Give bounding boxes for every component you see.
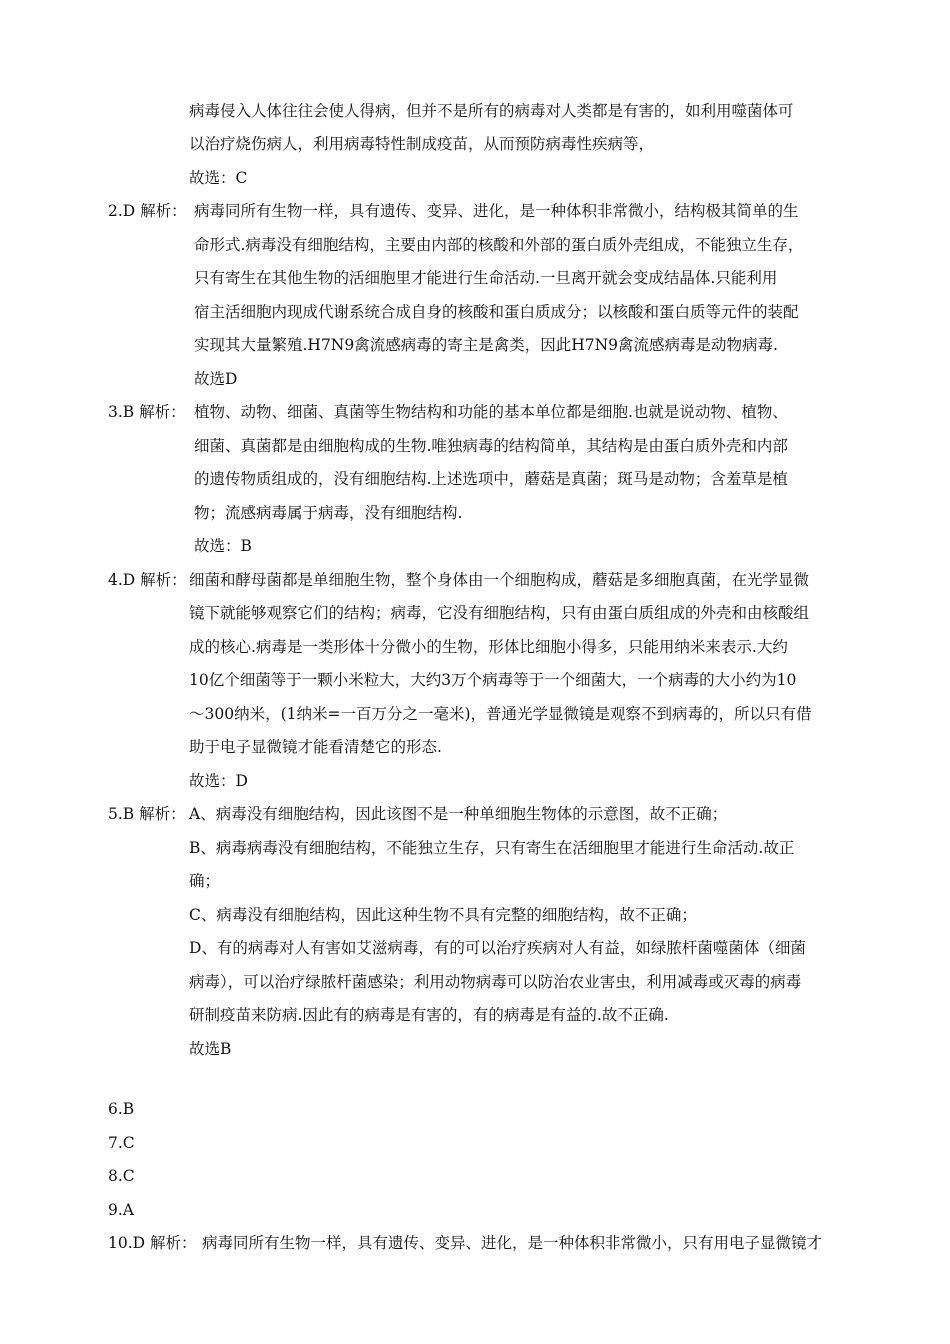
q7-answer: 7.C [108, 1134, 135, 1152]
q8-answer: 8.C [108, 1167, 135, 1185]
q2-line-1: 病毒同所有生物一样，具有遗传、变异、进化，是一种体积非常微小，结构极其简单的生 [194, 202, 799, 220]
q3-line-3: 的遗传物质组成的，没有细胞结构.上述选项中，蘑菇是真菌；斑马是动物；含羞草是植 [194, 470, 788, 488]
q5-answer: 故选B [189, 1040, 232, 1058]
q10-line-1: 病毒同所有生物一样，具有遗传、变异、进化，是一种体积非常微小，只有用电子显微镜才 [202, 1234, 823, 1252]
q3-answer: 故选：B [194, 537, 252, 555]
q4-line-6: 助于电子显微镜才能看清楚它的形态. [189, 738, 442, 756]
q9-answer: 9.A [108, 1201, 134, 1219]
q5-option-d-line-3: 研制疫苗来防病.因此有的病毒是有害的，有的病毒是有益的.故不正确. [189, 1006, 669, 1024]
q5-option-d-line-1: D、有的病毒对人有害如艾滋病毒，有的可以治疗疾病对人有益，如绿脓杆菌噬菌体（细菌 [189, 939, 806, 957]
q2-answer: 故选D [194, 370, 238, 388]
q4-line-4: 10亿个细菌等于一颗小米粒大，大约3万个病毒等于一个细菌大，一个病毒的大小约为10 [189, 671, 797, 689]
q4-line-2: 镜下就能够观察它们的结构；病毒，它没有细胞结构，只有由蛋白质组成的外壳和由核酸组 [189, 604, 810, 622]
q3-line-1: 植物、动物、细菌、真菌等生物结构和功能的基本单位都是细胞.也就是说动物、植物、 [194, 403, 788, 421]
q10-label: 10.D 解析： [108, 1234, 197, 1252]
q2-line-3: 只有寄生在其他生物的活细胞里才能进行生命活动.一旦离开就会变成结晶体.只能利用 [194, 269, 778, 287]
q5-option-c: C、病毒没有细胞结构，因此这种生物不具有完整的细胞结构，故不正确； [189, 906, 697, 924]
q4-label: 4.D 解析： [108, 571, 187, 589]
q2-line-2: 命形式.病毒没有细胞结构，主要由内部的核酸和外部的蛋白质外壳组成，不能独立生存， [194, 236, 804, 254]
intro-line-2: 以治疗烧伤病人，利用病毒特性制成疫苗，从而预防病毒性疾病等， [189, 135, 655, 153]
q3-label: 3.B 解析： [108, 403, 186, 421]
q6-answer: 6.B [108, 1100, 135, 1118]
q2-line-5: 实现其大量繁殖.H7N9禽流感病毒的寄主是禽类，因此H7N9禽流感病毒是动物病毒. [194, 336, 778, 354]
q5-option-a: A、病毒没有细胞结构，因此该图不是一种单细胞生物体的示意图，故不正确； [189, 805, 728, 823]
q5-option-b-line-2: 确； [189, 872, 221, 890]
q4-line-5: ～300纳米，(1纳米=一百万分之一毫米)，普通光学显微镜是观察不到病毒的，所以只有借 [189, 705, 812, 723]
q2-line-4: 宿主活细胞内现成代谢系统合成自身的核酸和蛋白质成分；以核酸和蛋白质等元件的装配 [194, 303, 799, 321]
q3-line-4: 物；流感病毒属于病毒，没有细胞结构. [194, 504, 463, 522]
q5-option-d-line-2: 病毒），可以治疗绿脓杆菌感染；利用动物病毒可以防治农业害虫，利用减毒或灭毒的病毒 [189, 973, 802, 991]
q4-line-1: 细菌和酵母菌都是单细胞生物，整个身体由一个细胞构成，蘑菇是多细胞真菌，在光学显微 [189, 571, 810, 589]
intro-line-1: 病毒侵入人体往往会使人得病，但并不是所有的病毒对人类都是有害的，如利用噬菌体可 [189, 102, 794, 120]
q4-line-3: 成的核心.病毒是一类形体十分微小的生物，形体比细胞小得多，只能用纳米来表示.大约 [189, 638, 788, 656]
q4-answer: 故选：D [189, 772, 248, 790]
q5-option-b-line-1: B、病毒病毒没有细胞结构，不能独立生存，只有寄生在活细胞里才能进行生命活动.故正 [189, 839, 795, 857]
q2-label: 2.D 解析： [108, 202, 187, 220]
q3-line-2: 细菌、真菌都是由细胞构成的生物.唯独病毒的结构简单，其结构是由蛋白质外壳和内部 [194, 437, 788, 455]
q5-label: 5.B 解析： [108, 805, 186, 823]
intro-answer: 故选：C [189, 169, 248, 187]
